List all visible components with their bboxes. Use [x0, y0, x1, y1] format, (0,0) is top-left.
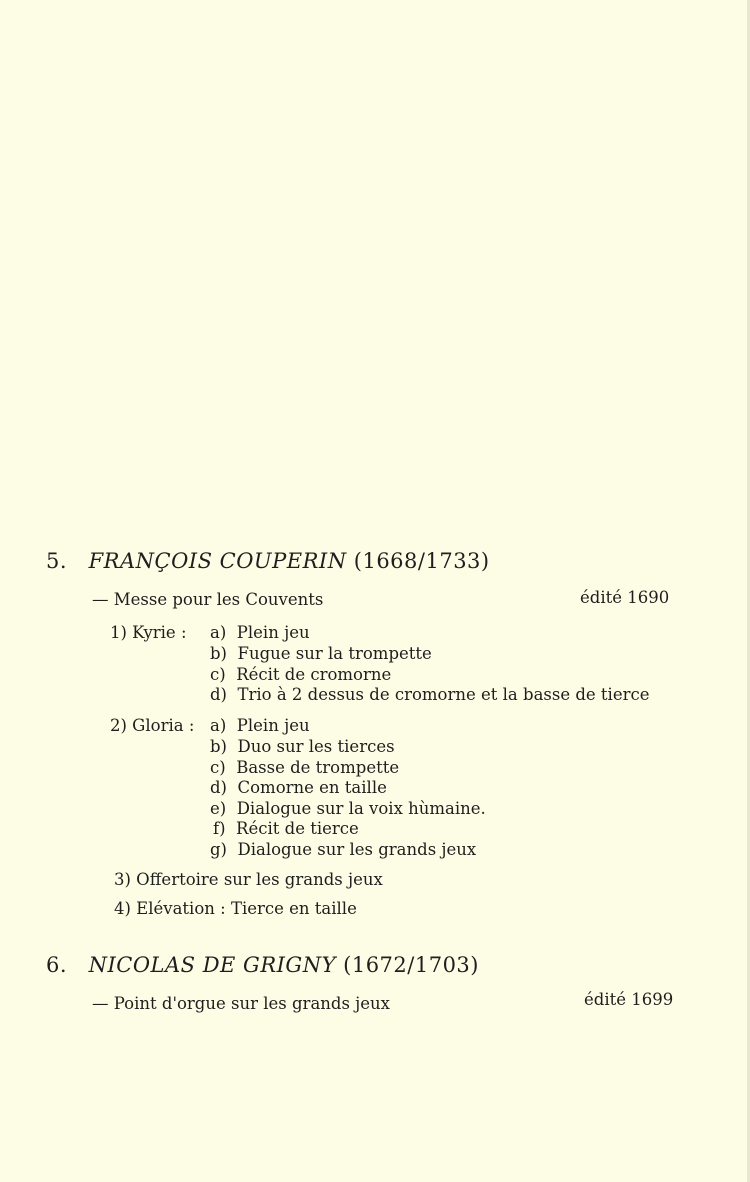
work-title: — Messe pour les Couvents [92, 590, 324, 609]
part-label-kyrie: 1) Kyrie : [110, 623, 187, 642]
list-item [210, 716, 310, 735]
item-title: Trio à 2 dessus de cromorne et la basse de tierce [237, 685, 650, 704]
section-number: 5. [46, 549, 68, 573]
list-item [213, 819, 359, 838]
item-title: Récit de cromorne [236, 665, 392, 684]
item-title: Basse de trompette [236, 758, 400, 777]
part-offertoire: 3) Offertoire sur les grands jeux [114, 870, 383, 889]
item-title: Plein jeu [236, 716, 310, 735]
part-label-gloria: 2) Gloria : [110, 716, 195, 735]
item-title: Comorne en taille [237, 778, 387, 797]
item-letter: c) [210, 758, 226, 777]
item-letter: d) [210, 685, 227, 704]
item-letter: c) [210, 665, 226, 684]
list-item [210, 685, 650, 704]
list-item [210, 778, 387, 797]
list-item [210, 623, 310, 642]
item-title: Dialogue sur la voix hùmaine. [236, 799, 486, 818]
list-item [210, 840, 476, 859]
item-title: Fugue sur la trompette [237, 644, 432, 663]
edition-date: édité 1690 [580, 588, 670, 607]
item-letter: b) [210, 737, 227, 756]
item-letter: b) [210, 644, 227, 663]
item-title: Dialogue sur les grands jeux [237, 840, 477, 859]
list-item [210, 665, 391, 684]
item-title: Plein jeu [236, 623, 310, 642]
composer-name: FRANÇOIS COUPERIN [88, 549, 347, 573]
item-letter: a) [210, 623, 227, 642]
item-letter: d) [210, 778, 227, 797]
section-number: 6. [46, 953, 68, 977]
composer-dates: (1668/1733) [353, 549, 490, 573]
list-item [210, 758, 399, 777]
composer-dates: (1672/1703) [343, 953, 479, 977]
item-letter: a) [210, 716, 227, 735]
part-elevation: 4) Elévation : Tierce en taille [114, 899, 357, 918]
composer-name: NICOLAS DE GRIGNY [88, 953, 336, 977]
item-title: Récit de tierce [236, 819, 359, 838]
list-item [210, 799, 486, 818]
list-item [210, 737, 395, 756]
work-title: — Point d'orgue sur les grands jeux [92, 994, 390, 1013]
item-letter: g) [210, 840, 227, 859]
item-title: Duo sur les tierces [237, 737, 395, 756]
item-letter: e) [210, 799, 227, 818]
section-heading-couperin [46, 549, 490, 573]
list-item [210, 644, 432, 663]
item-letter: f) [213, 819, 226, 838]
edition-date: édité 1699 [584, 990, 674, 1009]
section-heading-grigny [46, 953, 479, 977]
